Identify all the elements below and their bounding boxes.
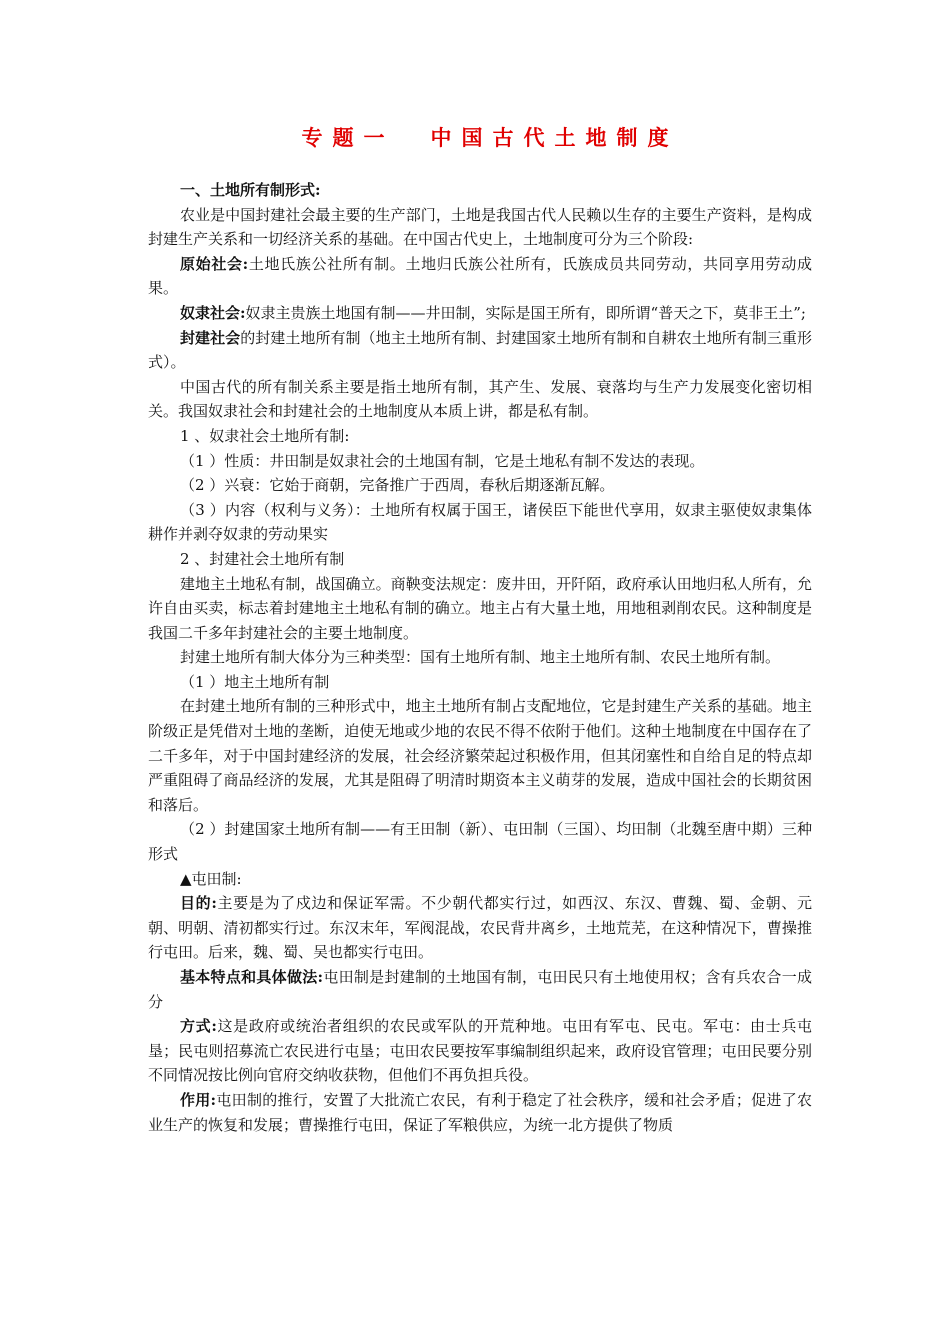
subheading: 2 、封建社会土地所有制 [180,549,345,568]
term-label: 原始社会: [180,254,249,273]
term-label: 方式: [180,1017,217,1036]
paragraph: 目的:主要是为了戍边和保证军需。不少朝代都实行过，如西汉、东汉、曹魏、蜀、金朝、元朝、明朝、清初都实行过。东汉末年，军阀混战，农民背井离乡，土地荒芜，在这种情况下，曹操推行屯田。后来，魏、蜀、吴也都实行屯田。 [148,894,812,962]
title-topic: 专题一 [301,125,395,150]
paragraph: 建地主土地私有制，战国确立。商鞅变法规定：废井田，开阡陌，政府承认田地归私人所有，允许自由买卖，标志着封建地主土地私有制的确立。地主占有大量土地，用地租剥削农民。这种制度是我国二千多年封建社会的主要土地制度。 [148,574,812,642]
list-item: （2 ）兴衰：它始于商朝，完备推广于西周，春秋后期逐渐瓦解。 [180,476,615,495]
term-label: 奴隶社会: [180,303,246,322]
paragraph: 在封建土地所有制的三种形式中，地主土地所有制占支配地位，它是封建生产关系的基础。地主阶级正是凭借对土地的垄断，迫使无地或少地的农民不得不依附于他们。这种土地制度在中国存在了二千多年，对于中国封建经济的发展，社会经济繁荣起过积极作用，但其闭塞性和自给自足的特点却严重阻碍了商品经济的发展，尤其是阻碍了明清时期资本主义萌芽的发展，造成中国社会的长期贫困和落后。 [148,697,812,814]
document-page [148,118,812,1137]
paragraph: 原始社会:土地氏族公社所有制。土地归氏族公社所有，氏族成员共同劳动，共同享用劳动成果。 [148,254,812,298]
subheading: 1 、奴隶社会土地所有制: [180,426,350,445]
term-label: 基本特点和具体做法: [180,968,324,986]
paragraph: 作用:屯田制的推行，安置了大批流亡农民，有利于稳定了社会秩序，缓和社会矛盾；促进了农业生产的恢复和发展；曹操推行屯田，保证了军粮供应，为统一北方提供了物质 [148,1090,812,1134]
paragraph: 封建土地所有制大体分为三种类型：国有土地所有制、地主土地所有制、农民土地所有制。 [180,648,781,667]
subheading: ▲屯田制: [180,869,242,888]
paragraph: 奴隶社会:奴隶主贵族土地国有制——井田制，实际是国王所有，即所谓“普天之下，莫非王土”; [180,303,806,322]
list-item: （3 ）内容（权利与义务）：土地所有权属于国王，诸侯臣下能世代享用，奴隶主驱使奴隶集体耕作并剥夺奴隶的劳动果实 [148,500,812,544]
paragraph: 农业是中国封建社会最主要的生产部门，土地是我国古代人民赖以生存的主要生产资料，是构成封建生产关系和一切经济关系的基础。在中国古代史上，土地制度可分为三个阶段: [148,205,812,249]
list-item: （2 ）封建国家土地所有制——有王田制（新）、屯田制（三国）、均田制（北魏至唐中期）三种形式 [148,820,812,864]
section-heading: 一、土地所有制形式: [180,181,321,199]
term-label: 目的: [180,894,217,913]
list-item: （1 ）地主土地所有制 [180,672,330,691]
list-item: （1 ）性质：井田制是奴隶社会的土地国有制，它是土地私有制不发达的表现。 [180,451,705,470]
paragraph: 封建社会的封建土地所有制（地主土地所有制、封建国家土地所有制和自耕农土地所有制三重形式）。 [148,328,812,372]
document-title [148,122,812,152]
title-subject: 中国古代土地制度 [430,125,679,150]
paragraph: 中国古代的所有制关系主要是指土地所有制，其产生、发展、衰落均与生产力发展变化密切相关。我国奴隶社会和封建社会的土地制度从本质上讲，都是私有制。 [148,377,812,421]
paragraph: 方式:这是政府或统治者组织的农民或军队的开荒种地。屯田有军屯、民屯。军屯：由士兵屯垦；民屯则招募流亡农民进行屯垦；屯田农民要按军事编制组织起来，政府设官管理；屯田民要分别不同情况按比例向官府交纳收获物，但他们不再负担兵役。 [148,1017,812,1085]
term-label: 作用: [180,1090,217,1109]
term-label: 封建社会 [180,328,241,347]
paragraph: 基本特点和具体做法:屯田制是封建制的土地国有制，屯田民只有土地使用权；含有兵农合一成分 [148,968,812,1011]
